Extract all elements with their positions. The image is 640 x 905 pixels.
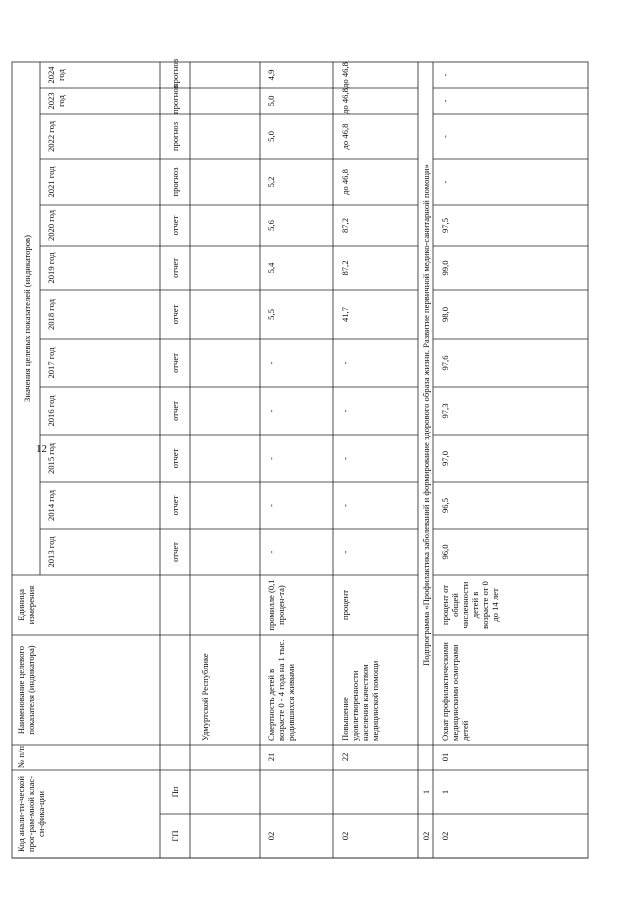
row1-name: Смертность детей в возрасте 0 - 4 года на 1 тыс. родившихся живыми <box>266 639 296 741</box>
year-header: 2014 год <box>46 489 56 522</box>
value-cell: - <box>440 135 450 138</box>
year-header: 2017 год <box>46 347 56 379</box>
year-kind: отчет <box>170 542 180 562</box>
row3-num: 01 <box>440 752 450 762</box>
value-cell: - <box>266 457 276 460</box>
row1-unit: промилле (0,1 процен-та) <box>266 579 286 631</box>
header-gp: ГП <box>170 830 180 842</box>
year-kind: прогноз <box>170 167 180 197</box>
sub-gp: 02 <box>421 831 431 841</box>
header-values-title: Значения целевых показателей (индикаторов) <box>22 235 32 402</box>
year-header: 2023 год <box>46 92 66 110</box>
row3-gp: 02 <box>440 831 450 841</box>
value-cell: - <box>266 361 276 365</box>
value-cell: 96,0 <box>440 544 450 560</box>
year-kind: отчет <box>170 215 180 236</box>
header-kod: Код анали-ти-ческой прог-рам-мной клас-си-фика-ции <box>16 775 46 853</box>
value-cell: до 46,8 <box>340 62 350 88</box>
header-pp: Пп <box>170 786 180 798</box>
value-cell: 87,2 <box>340 260 350 276</box>
value-cell: 5,4 <box>266 262 276 274</box>
value-cell: - <box>440 180 450 184</box>
value-cell: 41,7 <box>340 306 350 323</box>
year-header: 2019 год <box>46 252 56 284</box>
year-kind: отчет <box>170 495 180 516</box>
row3-name: Охват профилактическими медицинскими осмотрами детей <box>440 642 470 741</box>
row2-gp: 02 <box>340 831 350 841</box>
row3-pp: 1 <box>440 789 450 795</box>
value-cell: 98,0 <box>440 306 450 323</box>
value-cell: до 46,8 <box>340 88 350 114</box>
year-header: 2013 год <box>46 536 56 568</box>
year-header: 2016 год <box>46 395 56 427</box>
row3-unit: процент от общей численности детей в возрасте от 0 до 14 лет <box>440 581 500 629</box>
value-cell: 97,0 <box>440 450 450 467</box>
value-cell: - <box>440 99 450 103</box>
year-kind: отчет <box>170 258 180 278</box>
year-kind: отчет <box>170 401 180 421</box>
value-cell: - <box>340 457 350 460</box>
value-cell: 5,6 <box>266 220 276 231</box>
header-name: Наименование целевого показателя (индикатора) <box>16 645 36 735</box>
year-kind: прогноз <box>170 84 180 114</box>
value-cell: до 46,8 <box>340 123 350 150</box>
subprogram-title: Подпрограмма «Профилактика заболеваний и формирование здорового образа жизни. Развитие первичной медико-санитарной помощи» <box>421 164 431 666</box>
year-kind: отчет <box>170 448 180 469</box>
value-cell: 97,6 <box>440 355 450 371</box>
value-cell: 4,9 <box>266 69 276 81</box>
value-cell: - <box>340 550 350 554</box>
year-header: 2021 год <box>46 166 56 198</box>
header-num: № п/п <box>16 746 26 768</box>
row2-unit: процент <box>340 590 350 620</box>
row2-name: Повышение удовлетворенности населения качеством медицинской помощи <box>340 660 380 741</box>
value-cell: 97,5 <box>440 217 450 234</box>
value-cell: - <box>340 504 350 507</box>
year-kind: прогноз <box>170 122 180 152</box>
value-cell: - <box>440 73 450 77</box>
value-cell: 87,2 <box>340 217 350 234</box>
row2-num: 22 <box>340 752 350 762</box>
row1-num: 21 <box>266 752 276 762</box>
value-cell: - <box>266 550 276 554</box>
value-cell: - <box>266 409 276 413</box>
value-cell: 5,5 <box>266 309 276 320</box>
value-cell: 5,0 <box>266 131 276 142</box>
year-kind: отчет <box>170 353 180 373</box>
sub-pp: 1 <box>421 789 431 795</box>
year-header: 2024 год <box>46 66 66 84</box>
rotated-table <box>10 60 590 860</box>
year-kind: прогноз <box>170 58 180 88</box>
year-header: 2018 год <box>46 298 56 331</box>
value-cell: 5,0 <box>266 95 276 107</box>
value-cell: до 46,8 <box>340 169 350 195</box>
value-cell: 96,5 <box>440 497 450 514</box>
region-label: Удмуртской Республике <box>200 653 210 741</box>
page-number: 12 <box>36 443 47 455</box>
row1-gp: 02 <box>266 831 276 841</box>
year-header: 2015 год <box>46 442 56 475</box>
header-unit: Единица измерения <box>16 585 36 625</box>
value-cell: - <box>340 409 350 413</box>
year-header: 2020 год <box>46 209 56 242</box>
value-cell: - <box>340 361 350 365</box>
value-cell: 97,3 <box>440 403 450 419</box>
year-kind: отчет <box>170 304 180 325</box>
table-grid <box>10 60 590 860</box>
value-cell: - <box>266 504 276 507</box>
year-header: 2022 год <box>46 120 56 153</box>
value-cell: 5,2 <box>266 176 276 188</box>
value-cell: 99,0 <box>440 260 450 276</box>
